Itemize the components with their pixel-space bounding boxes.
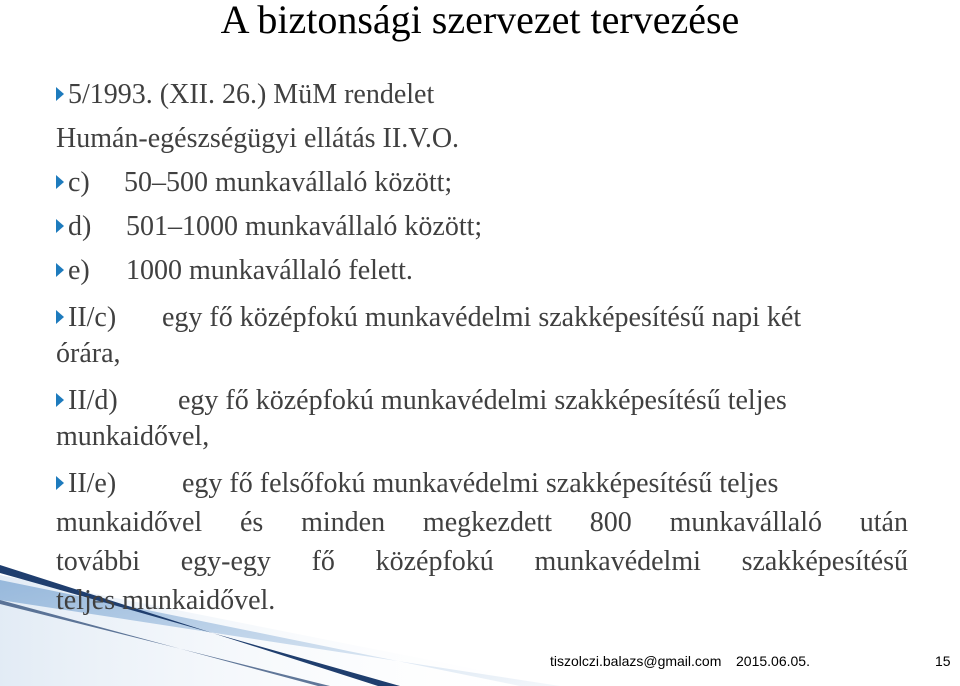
line-e [56,255,413,287]
c-label: c) [68,167,90,198]
footer-page-number: 15 [935,653,951,669]
iie-text-4: teljes munkaidővel. [56,585,276,616]
line-iie-cont-2: további egy-egy fő középfokú munkavédelmi szakképesítésű [56,546,908,577]
arrow-bullet-icon [56,219,64,233]
arrow-bullet-icon [56,310,64,324]
iid-text-1: egy fő középfokú munkavédelmi szakképesítésű teljes [178,385,787,416]
e-label: e) [68,255,90,286]
line-iie [56,468,778,500]
e-text: 1000 munkavállaló felett. [126,255,413,286]
line-iic-cont [56,338,121,370]
line-d [56,211,482,243]
arrow-bullet-icon [56,476,64,490]
human-text: Humán-egészségügyi ellátás II.V.O. [56,123,460,154]
footer-date: 2015.06.05. [736,653,810,669]
arrow-bullet-icon [56,263,64,277]
slide-title: A biztonsági szervezet tervezése [220,0,740,42]
d-text: 501–1000 munkavállaló között; [126,211,483,242]
iie-label: II/e) [68,468,117,499]
c-text: 50–500 munkavállaló között; [124,167,453,198]
iic-text-2: órára, [56,338,121,369]
line-rendelet [56,79,434,111]
arrow-bullet-icon [56,393,64,407]
arrow-bullet-icon [56,87,64,101]
line-iic [56,302,801,334]
rendelet-text: 5/1993. (XII. 26.) MüM rendelet [68,79,435,110]
line-c [56,167,452,199]
footer-email: tiszolczi.balazs@gmail.com [550,653,722,669]
iic-label: II/c) [68,302,117,333]
line-human [56,123,459,155]
line-iid [56,385,787,417]
line-iie-cont-1: munkaidővel és minden megkezdett 800 munkavállaló után [56,507,908,538]
arrow-bullet-icon [56,175,64,189]
d-label: d) [68,211,92,242]
iid-text-2: munkaidővel, [56,421,210,452]
line-iie-cont-3 [56,585,275,617]
line-iid-cont [56,421,209,453]
iid-label: II/d) [68,385,118,416]
iie-text-1: egy fő felsőfokú munkavédelmi szakképesítésű teljes [182,468,779,499]
iic-text-1: egy fő középfokú munkavédelmi szakképesítésű napi két [162,302,802,333]
